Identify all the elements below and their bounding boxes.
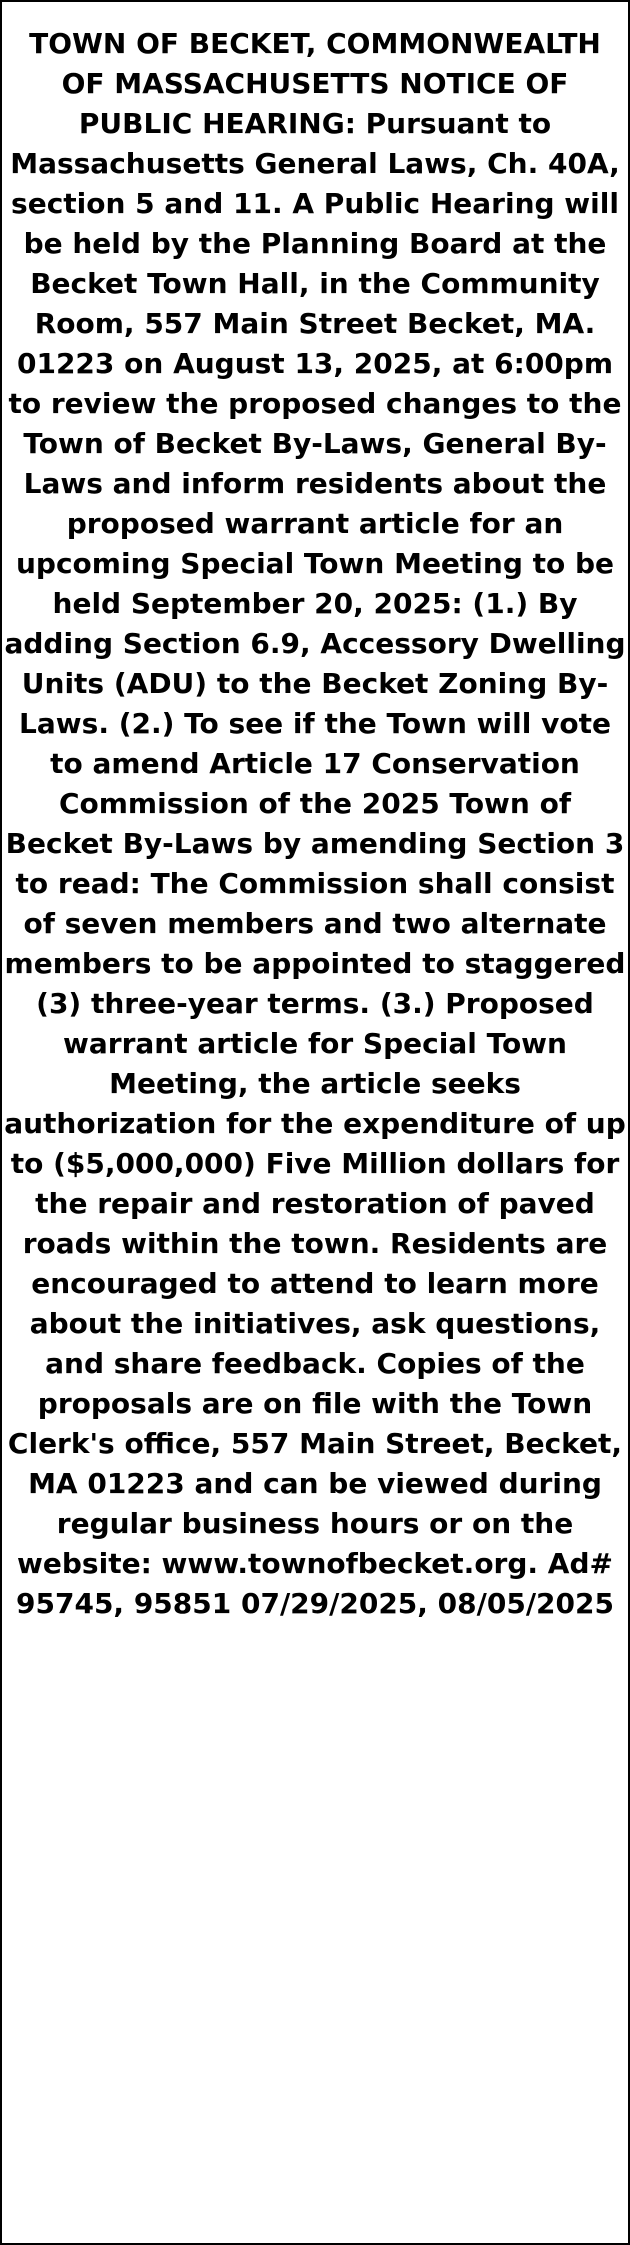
notice-body-text: TOWN OF BECKET, COMMONWEALTH OF MASSACHUSETTS NOTICE OF PUBLIC HEARING: Pursuant to Massachusetts General Laws, Ch. 40A, section 5 and 11. A Public Hearing will be held by the Planning Board at the Becket Town Hall, in the Community Room, 557 Main Street Becket, MA. 01223 on August 13, 2025, at 6:00pm to review the proposed changes to the Town of Becket By-Laws, General By-Laws and inform residents about the proposed warrant article for an upcoming Special Town Meeting to be held September 20, 2025: (1.) By adding Section 6.9, Accessory Dwelling Units (ADU) to the Becket Zoning By-Laws. (2.) To see if the Town will vote to amend Article 17 Conservation Commission of the 2025 Town of Becket By-Laws by amending Section 3 to read: The Commission shall consist of seven members and two alternate members to be appointed to staggered (3) three-year terms. (3.) Proposed warrant article for Special Town Meeting, the article seeks authorization for the expenditure of up to ($5,000,000) Five Million dollars for the repair and restoration of paved roads within the town. Residents are encouraged to attend to learn more about the initiatives, ask questions, and share feedback. Copies of the proposals are on file with the Town Clerk's office, 557 Main Street, Becket, MA 01223 and can be viewed during regular business hours or on the website: www.townofbecket.org. Ad# 95745, 95851 07/29/2025, 08/05/2025 [4, 27, 626, 1620]
